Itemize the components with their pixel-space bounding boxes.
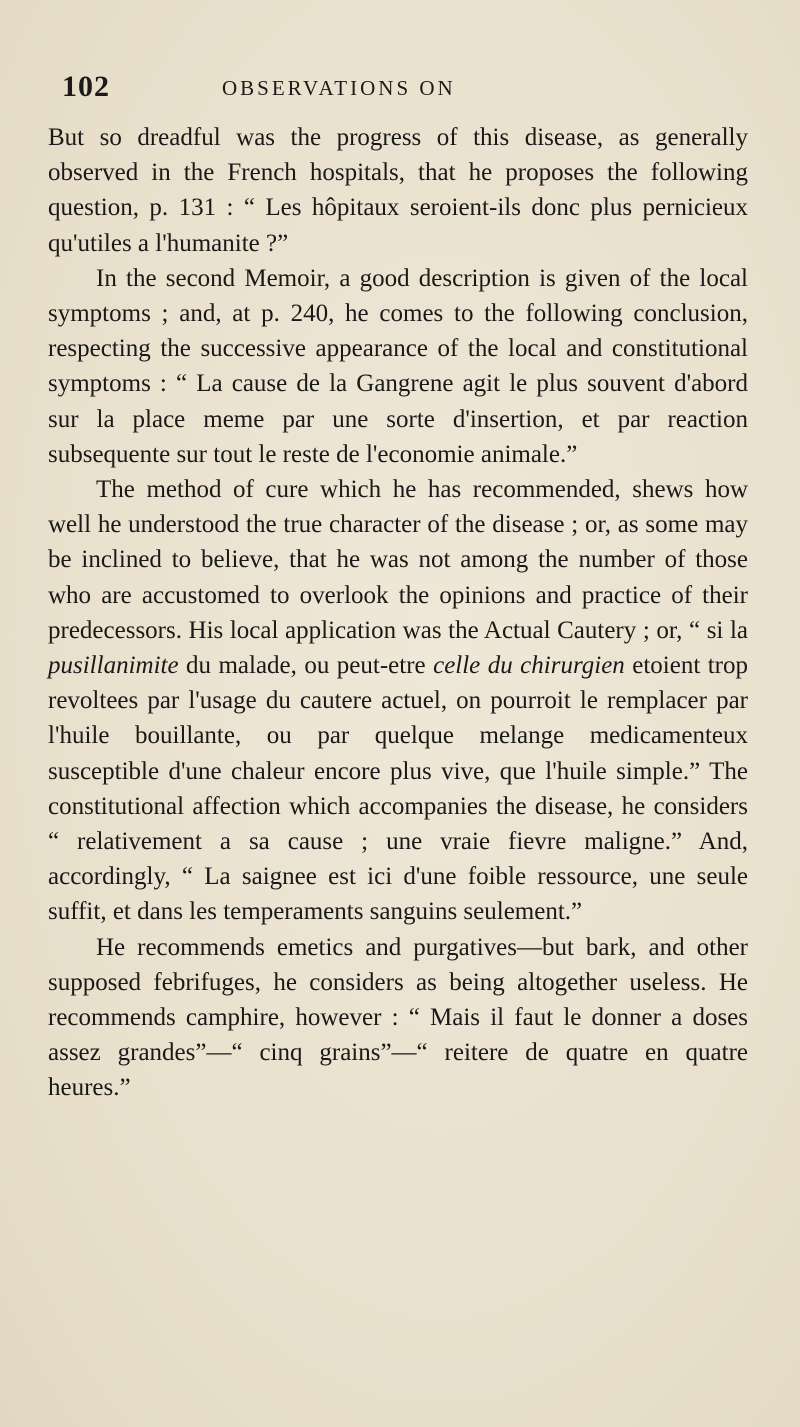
paragraph — [48, 261, 748, 472]
paragraph-text: du malade, ou peut-etre — [178, 652, 434, 680]
paragraph-text: In the second Memoir, a good description is given of the local symptoms ; and, at p. 240, he comes to the following conclusion, respecting the successive appearance of the local and constitutional symptoms : “ La cause de la Gangrene agit le plus souvent d'abord sur la place meme par une sorte d'insertion, et par reaction subsequente sur tout le reste de l'economie animale.” — [48, 264, 748, 468]
paragraph-text: But so dreadful was the progress of this disease, as generally observed in the French hospitals, that he proposes the following question, p. 131 : “ Les hôpitaux seroient-ils donc plus pernicieux qu'utiles a l'humanite ?” — [48, 124, 748, 257]
paragraph — [48, 120, 748, 261]
paragraph-text: The method of cure which he has recommended, shews how well he understood the true character of the disease ; or, as some may be inclined to believe, that he was not among the number of those who are accustomed to overlook the opinions and practice of their predecessors. His local application was the Actual Cautery ; or, “ si la — [48, 476, 748, 644]
paragraph — [48, 930, 748, 1106]
running-title: OBSERVATIONS ON — [222, 76, 456, 100]
running-head — [62, 70, 732, 106]
italic-phrase: pusillanimite — [48, 652, 179, 680]
paragraph-text: He recommends emetics and purgatives—but bark, and other supposed febrifuges, he considers as being altogether useless. He recommends camphire, however : “ Mais il faut le donner a doses assez grandes”—“ cinq grains”—“ reitere de quatre en quatre heures.” — [48, 933, 748, 1102]
body-text — [48, 120, 748, 1106]
page-number: 102 — [62, 70, 110, 103]
italic-phrase: celle du chirurgien — [433, 652, 625, 680]
paragraph — [48, 472, 748, 930]
paragraph-text: etoient trop revoltees par l'usage du cautere actuel, on pourroit le remplacer par l'huile bouillante, ou par quelque melange medicamenteux susceptible d'une chaleur encore plus vive, que l'huile simple.” The constitutional affection which accompanies the disease, he considers “ relativement a sa cause ; une vraie fievre maligne.” And, accordingly, “ La saignee est ici d'une foible ressource, une seule suffit, et dans les temperaments sanguins seulement.” — [48, 652, 749, 926]
